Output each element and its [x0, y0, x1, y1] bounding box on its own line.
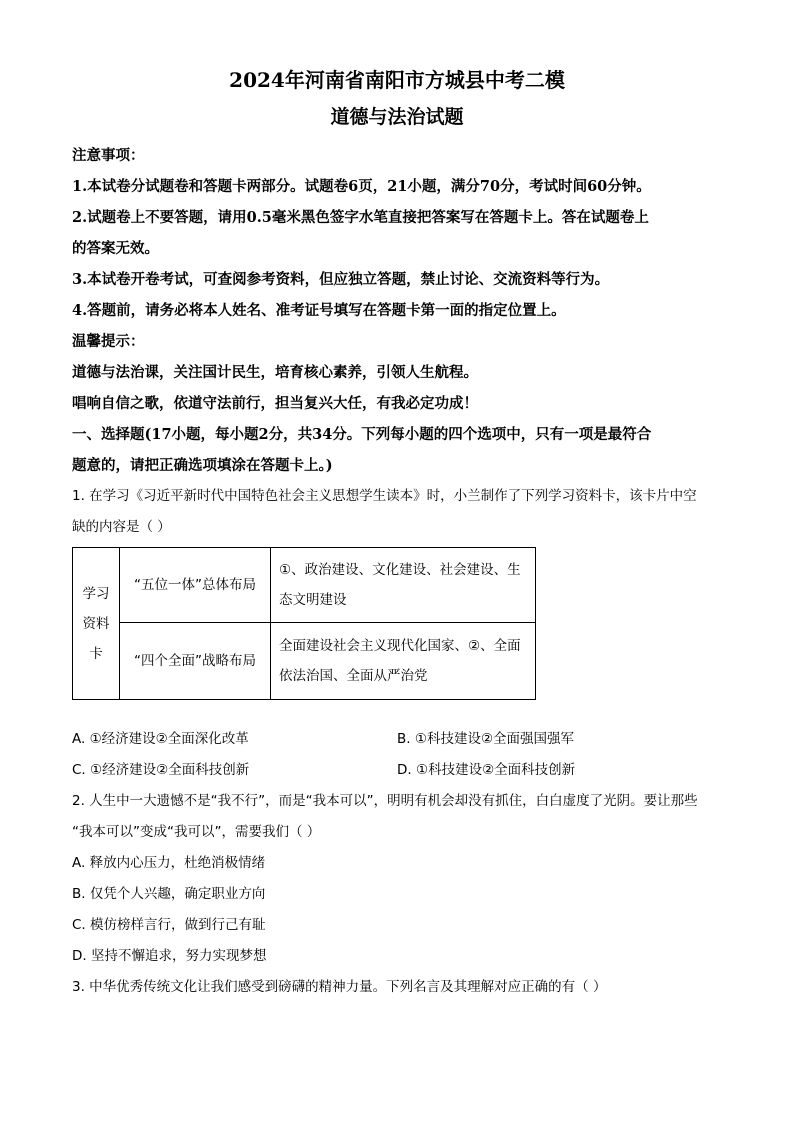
card-row-content [271, 623, 536, 700]
notice-item: 3.本试卷开卷考试，可查阅参考资料，但应独立答题，禁止讨论、交流资料等行为。 [72, 271, 610, 288]
section-one-line: 题意的，请把正确选项填涂在答题卡上。) [72, 457, 333, 474]
option-d[interactable]: D. ①科技建设②全面科技创新 [397, 762, 576, 778]
tips-section [72, 326, 722, 419]
option-c[interactable]: C. 模仿榜样言行，做到行己有耻 [72, 917, 266, 933]
question-1 [72, 481, 722, 786]
notice-item: 4.答题前，请务必将本人姓名、准考证号填写在答题卡第一面的指定位置上。 [72, 302, 566, 319]
option-a[interactable]: A. ①经济建设②全面深化改革 [72, 731, 249, 747]
card-row-name: “四个全面”战略布局 [120, 623, 271, 700]
question-1-stem: 缺的内容是（ ） [72, 519, 171, 535]
question-3-stem: 3. 中华优秀传统文化让我们感受到磅礴的精神力量。下列名言及其理解对应正确的有（ ） [72, 979, 607, 995]
card-content-line: ①、政治建设、文化建设、社会建设、生 [279, 562, 521, 578]
card-side-text: 资料 [82, 615, 110, 632]
notice-section [72, 140, 722, 326]
notice-item: 1.本试卷分试题卷和答题卡两部分。试题卷6页，21小题，满分70分，考试时间60分钟。 [72, 178, 651, 195]
question-1-stem: 1. 在学习《习近平新时代中国特色社会主义思想学生读本》时，小兰制作了下列学习资料卡，该卡片中空 [72, 488, 697, 504]
option-b[interactable]: B. ①科技建设②全面强国强军 [397, 731, 575, 747]
card-row-content [271, 548, 536, 623]
card-side-text: 卡 [89, 645, 103, 662]
section-one-heading [72, 419, 722, 481]
question-1-options [72, 724, 722, 786]
section-one-line: 一、选择题(17小题，每小题2分，共34分。下列每小题的四个选项中，只有一项是最符合 [72, 426, 652, 443]
question-2-stem: 2. 人生中一大遗憾不是“我不行”，而是“我本可以”，明明有机会却没有抓住，白白虚度了光阴。要让那些 [72, 793, 698, 809]
question-3 [72, 972, 722, 1003]
question-2-stem: “我本可以”变成“我可以”，需要我们（ ） [72, 824, 321, 840]
card-side-label [73, 548, 120, 700]
card-content-line: 依法治国、全面从严治党 [279, 668, 428, 684]
card-content-line: 态文明建设 [279, 592, 347, 608]
exam-title: 2024年河南省南阳市方城县中考二模 [229, 68, 565, 92]
option-c[interactable]: C. ①经济建设②全面科技创新 [72, 762, 250, 778]
notice-item: 的答案无效。 [72, 240, 159, 257]
exam-page [72, 66, 722, 1003]
tips-line: 唱响自信之歌，依道守法前行，担当复兴大任，有我必定功成！ [72, 395, 478, 412]
study-card-table [72, 547, 536, 700]
notice-item: 2.试题卷上不要答题，请用0.5毫米黑色签字水笔直接把答案写在答题卡上。答在试题卷上 [72, 209, 649, 226]
option-a[interactable]: A. 释放内心压力，杜绝消极情绪 [72, 855, 266, 871]
tips-heading: 温馨提示： [72, 333, 145, 350]
card-row-name: “五位一体”总体布局 [120, 548, 271, 623]
tips-line: 道德与法治课，关注国计民生，培育核心素养，引领人生航程。 [72, 364, 478, 381]
card-side-text: 学习 [82, 585, 110, 602]
option-d[interactable]: D. 坚持不懈追求，努力实现梦想 [72, 948, 267, 964]
question-2 [72, 786, 722, 972]
card-content-line: 全面建设社会主义现代化国家、②、全面 [279, 638, 521, 654]
notice-heading: 注意事项： [72, 147, 145, 164]
exam-subtitle: 道德与法治试题 [330, 106, 464, 128]
option-b[interactable]: B. 仅凭个人兴趣，确定职业方向 [72, 886, 266, 902]
